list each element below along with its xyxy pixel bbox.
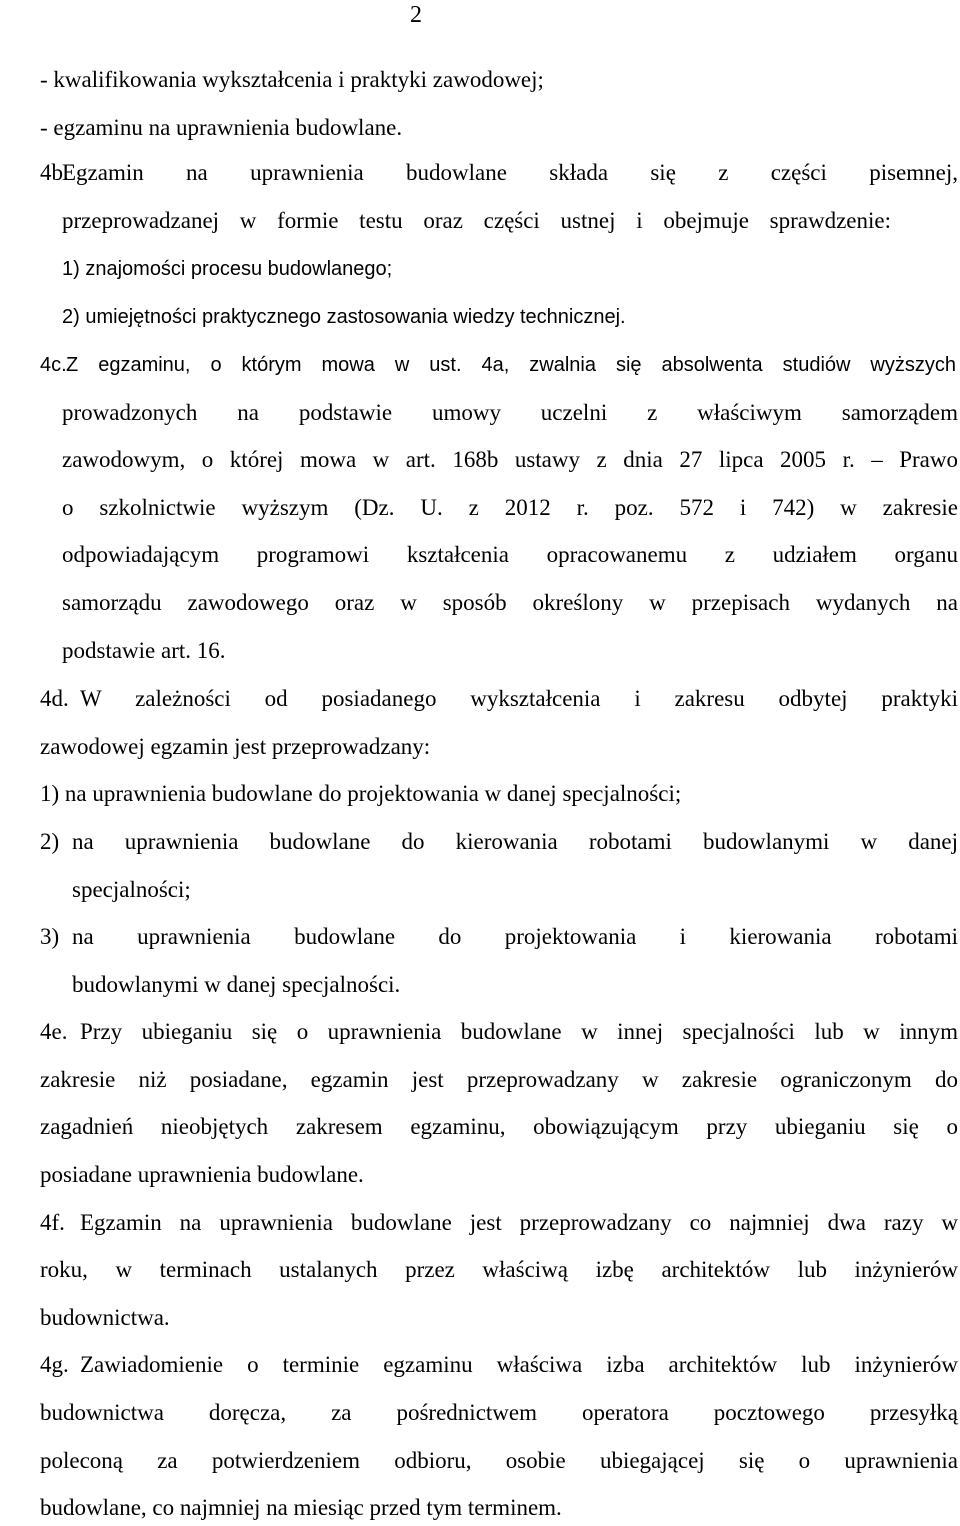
text-line: Egzamin na uprawnienia budowlane jest przeprowadzany co najmniej dwa razy w [80, 1210, 958, 1235]
text-line: Zawiadomienie o terminie egzaminu właściwa izba architektów lub inżynierów [80, 1352, 958, 1377]
list-item-label: 3) [40, 924, 60, 949]
text-line: specjalności; [72, 877, 191, 902]
paragraph-label: 4c. [40, 354, 67, 376]
list-item: 2) umiejętności praktycznego zastosowania wiedzy technicznej. [62, 306, 626, 328]
text-line: budownictwa. [40, 1305, 170, 1330]
text-line: posiadane uprawnienia budowlane. [40, 1162, 364, 1187]
list-item: na uprawnienia budowlane do kierowania robotami budowlanymi w danej [72, 829, 958, 854]
text-line: zakresie niż posiadane, egzamin jest przeprowadzany w zakresie ograniczonym do [40, 1067, 958, 1092]
text-line: budownictwa doręcza, za pośrednictwem operatora pocztowego przesyłką [40, 1400, 958, 1425]
text-line: Przy ubieganiu się o uprawnienia budowlane w innej specjalności lub w innym [80, 1019, 958, 1044]
paragraph-label: 4b. [40, 160, 69, 185]
text-line: zagadnień nieobjętych zakresem egzaminu, obowiązującym przy ubieganiu się o [40, 1114, 958, 1139]
text-line: prowadzonych na podstawie umowy uczelni z właściwym samorządem [62, 400, 958, 425]
list-item: 1) znajomości procesu budowlanego; [62, 258, 393, 280]
text-line: samorządu zawodowego oraz w sposób określony w przepisach wydanych na [62, 590, 958, 615]
paragraph-label: 4d. [40, 686, 69, 711]
text-line: podstawie art. 16. [62, 638, 226, 663]
page-number: 2 [410, 2, 422, 28]
text-line: zawodowej egzamin jest przeprowadzany: [40, 734, 431, 759]
text-line: przeprowadzanej w formie testu oraz części ustnej i obejmuje sprawdzenie: [62, 208, 891, 233]
text-line: Egzamin na uprawnienia budowlane składa się z części pisemnej, [62, 160, 958, 185]
paragraph-label: 4f. [40, 1210, 65, 1235]
text-line: W zależności od posiadanego wykształcenia i zakresu odbytej praktyki [80, 686, 958, 711]
text-line: - egzaminu na uprawnienia budowlane. [40, 115, 403, 140]
text-line: budowlanymi w danej specjalności. [72, 972, 401, 997]
paragraph-label: 4e. [40, 1019, 68, 1044]
paragraph-label: 4g. [40, 1352, 69, 1377]
text-line: Z egzaminu, o którym mowa w ust. 4a, zwalnia się absolwenta studiów wyższych [66, 354, 956, 376]
text-line: zawodowym, o której mowa w art. 168b ustawy z dnia 27 lipca 2005 r. – Prawo [62, 447, 958, 472]
text-line: budowlane, co najmniej na miesiąc przed tym terminem. [40, 1495, 562, 1520]
text-line: - kwalifikowania wykształcenia i praktyki zawodowej; [40, 67, 544, 92]
text-line: o szkolnictwie wyższym (Dz. U. z 2012 r. poz. 572 i 742) w zakresie [62, 495, 958, 520]
text-line: poleconą za potwierdzeniem odbioru, osobie ubiegającej się o uprawnienia [40, 1448, 958, 1473]
list-item-label: 2) [40, 829, 60, 854]
text-line: odpowiadającym programowi kształcenia opracowanemu z udziałem organu [62, 542, 958, 567]
list-item: na uprawnienia budowlane do projektowania i kierowania robotami [72, 924, 958, 949]
list-item: 1) na uprawnienia budowlane do projektowania w danej specjalności; [40, 781, 682, 806]
text-line: roku, w terminach ustalanych przez właściwą izbę architektów lub inżynierów [40, 1257, 958, 1282]
